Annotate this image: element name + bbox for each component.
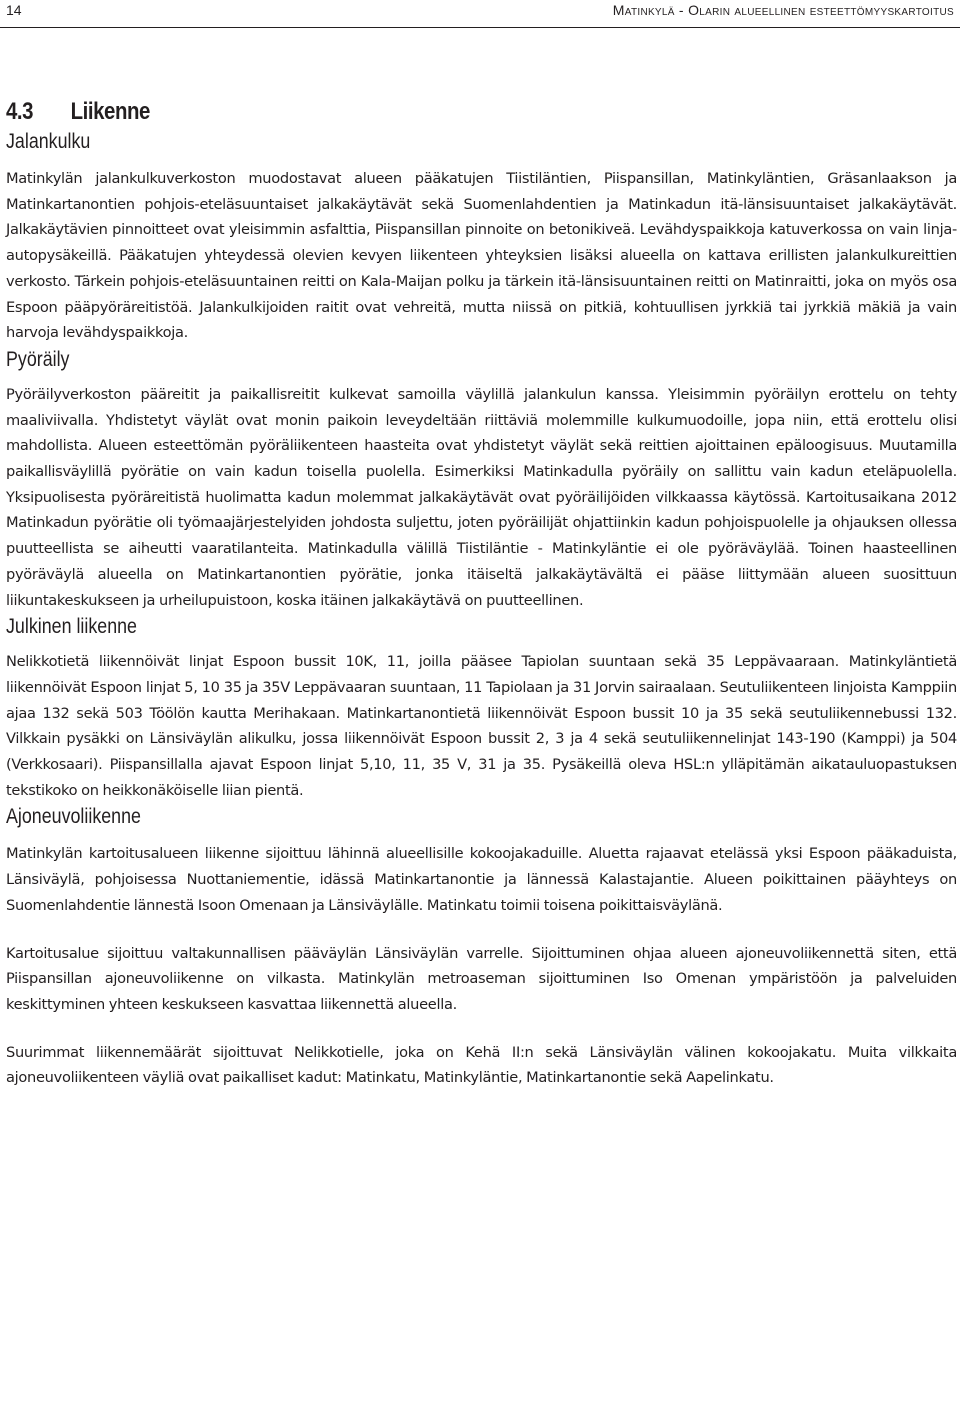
paragraph-ajoneuvoliikenne-3: Suurimmat liikennemäärät sijoittuvat Nelikkotielle, joka on Kehä II:n sekä Länsiväylän välinen kokoojakatu. Muita vilkkaita ajoneuvoliikenteen väyliä ovat paikalliset kadut: Matinkatu, Matinkyläntie, Matinkartanontie sekä Aapelinkatu. [6,1043,957,1087]
running-title: Matinkylä - Olarin alueellinen esteettömyyskartoitus [612,2,954,18]
section-number: 4.3 [6,98,34,125]
page-header [0,0,960,30]
paragraph-ajoneuvoliikenne-2: Kartoitusalue sijoittuu valtakunnallisen pääväylän Länsiväylän varrelle. Sijoittuminen ohjaa alueen ajoneuvoliikennettä siten, että Piispansillan ajoneuvoliikenne on vilkasta. Matinkylän metroaseman sijoittuminen Iso Omenan ympäristöön ja palveluiden keskittyminen yhteen keskukseen kasvattaa liikennettä alueella. [6,944,957,1013]
heading-julkinen-liikenne: Julkinen liikenne [6,615,137,639]
page-body [6,96,957,1091]
paragraph-julkinen-liikenne: Nelikkotietä liikennöivät linjat Espoon bussit 10K, 11, joilla pääsee Tapiolan suuntaan sekä 35 Leppävaaraan. Matinkyläntietä liikennöivät Espoon linjat 5, 10 35 ja 35V Leppävaaran suuntaan, 11 Tapiolaan ja 31 Jorvin sairaalaan. Seutuliikenteen linjoista Kamppiin ajaa 132 sekä 503 Töölön kautta Merihakaan. Matinkartanontietä liikennöivät Espoon bussit 10 ja 35 sekä seutuliikennebussi 132. Vilkkain pysäkki on Länsiväylän alikulku, jossa liikennöivät Espoon bussit 2, 3 ja 4 sekä seutuliikennelinjat 143-190 (Kamppi) ja 504 (Verkkosaari). Piispansillalla ajavat Espoon linjat 5,10, 11, 35 V, 31 ja 35. Pysäkeillä oleva HSL:n ylläpitämän aikatauluopastuksen tekstikoko on heikkonäköiselle liian pientä. [6,653,957,799]
section-title-text: Liikenne [70,98,150,125]
heading-ajoneuvoliikenne: Ajoneuvoliikenne [6,805,141,829]
paragraph-ajoneuvoliikenne-1: Matinkylän kartoitusalueen liikenne sijoittuu lähinnä alueellisille kokoojakaduille. Aluetta rajaavat etelässä yksi Espoon pääkaduista, Länsiväylä, pohjoisessa Nuottaniementie, idässä Matinkartanontie ja lännessä Kalastajantie. Alueen poikittainen pääyhteys on Suomenlahdentie lännestä Isoon Omenaan ja Länsiväylälle. Matinkatu toimii toisena poikittaisväylänä. [6,845,957,914]
page-number: 14 [6,2,22,18]
paragraph-pyoraily: Pyöräilyverkoston pääreitit ja paikallisreitit kulkevat samoilla väylillä jalankulun kanssa. Yleisimmin pyöräilyn erottelu on tehty maaliviivalla. Yhdistetyt väylät ovat monin paikoin leveydeltään riittäviä molemmille kulkumuodoille, jopa niin, että erottelu olisi mahdollista. Alueen esteettömän pyöräliikenteen haasteita ovat yhdistetyt väylät sekä reittien ajoittainen epäloogisuus. Muutamilla paikallisväylillä pyörätie on vain kadun toisella puolella. Esimerkiksi Matinkadulla pyöräily on sallittu vain kadun eteläpuolella. Yksipuolisesta pyöräreitistä huolimatta kadun molemmat jalkakäytävät ovat pyöräilijöiden vilkkaassa käytössä. Kartoitusaikana 2012 Matinkadun pyörätie oli työmaajärjestelyiden johdosta suljettu, joten pyöräilijät ohjattiinkin kadun pohjoispuolelle ja ohjauksen ollessa puutteellista se aiheutti vaaratilanteita. Matinkadulla välillä Tiistiläntie - Matinkyläntie ei ole pyöräväylää. Toinen haasteellinen pyöräväylä alueella on Matinkartanontien pyörätie, jonka itäiseltä jalkakäytävältä ei pääse liittymään alueen suosittuun liikuntakeskukseen ja urheilupuistoon, koska itäinen jalkakäytävä on puutteellinen. [6,385,957,609]
heading-pyoraily: Pyöräily [6,347,70,371]
section-title [6,96,814,128]
paragraph-jalankulku: Matinkylän jalankulkuverkoston muodostavat alueen pääkatujen Tiistiläntien, Piispansillan, Matinkyläntien, Gräsanlaakson ja Matinkartanontien pohjois-eteläsuuntaiset jalkakäytävät sekä Suomenlahdentien ja Matinkadun itä-länsisuuntaiset jalkakäytävät. Jalkakäytävien pinnoitteet ovat yleisimmin asfalttia, Piispansillan pinnoite on betonikiveä. Levähdyspaikkoja katuverkossa on vain linja-autopysäkeillä. Pääkatujen yhteydessä olevien kevyen liikenteen yhteyksien lisäksi alueella on kattava erillisten jalankulkureittien verkosto. Tärkein pohjois-eteläsuuntainen reitti on Kala-Maijan polku ja tärkein itä-länsisuuntainen reitti on Matinraitti, joka on myös osa Espoon pääpyöräreitistöä. Jalankulkijoiden raitit ovat vehreitä, mutta niissä on pitkiä, kohtuullisen jyrkkiä tai jyrkkiä mäkiä ja vain harvoja levähdyspaikkoja. [6,170,957,342]
heading-jalankulku: Jalankulku [6,130,91,153]
header-divider [0,27,960,28]
